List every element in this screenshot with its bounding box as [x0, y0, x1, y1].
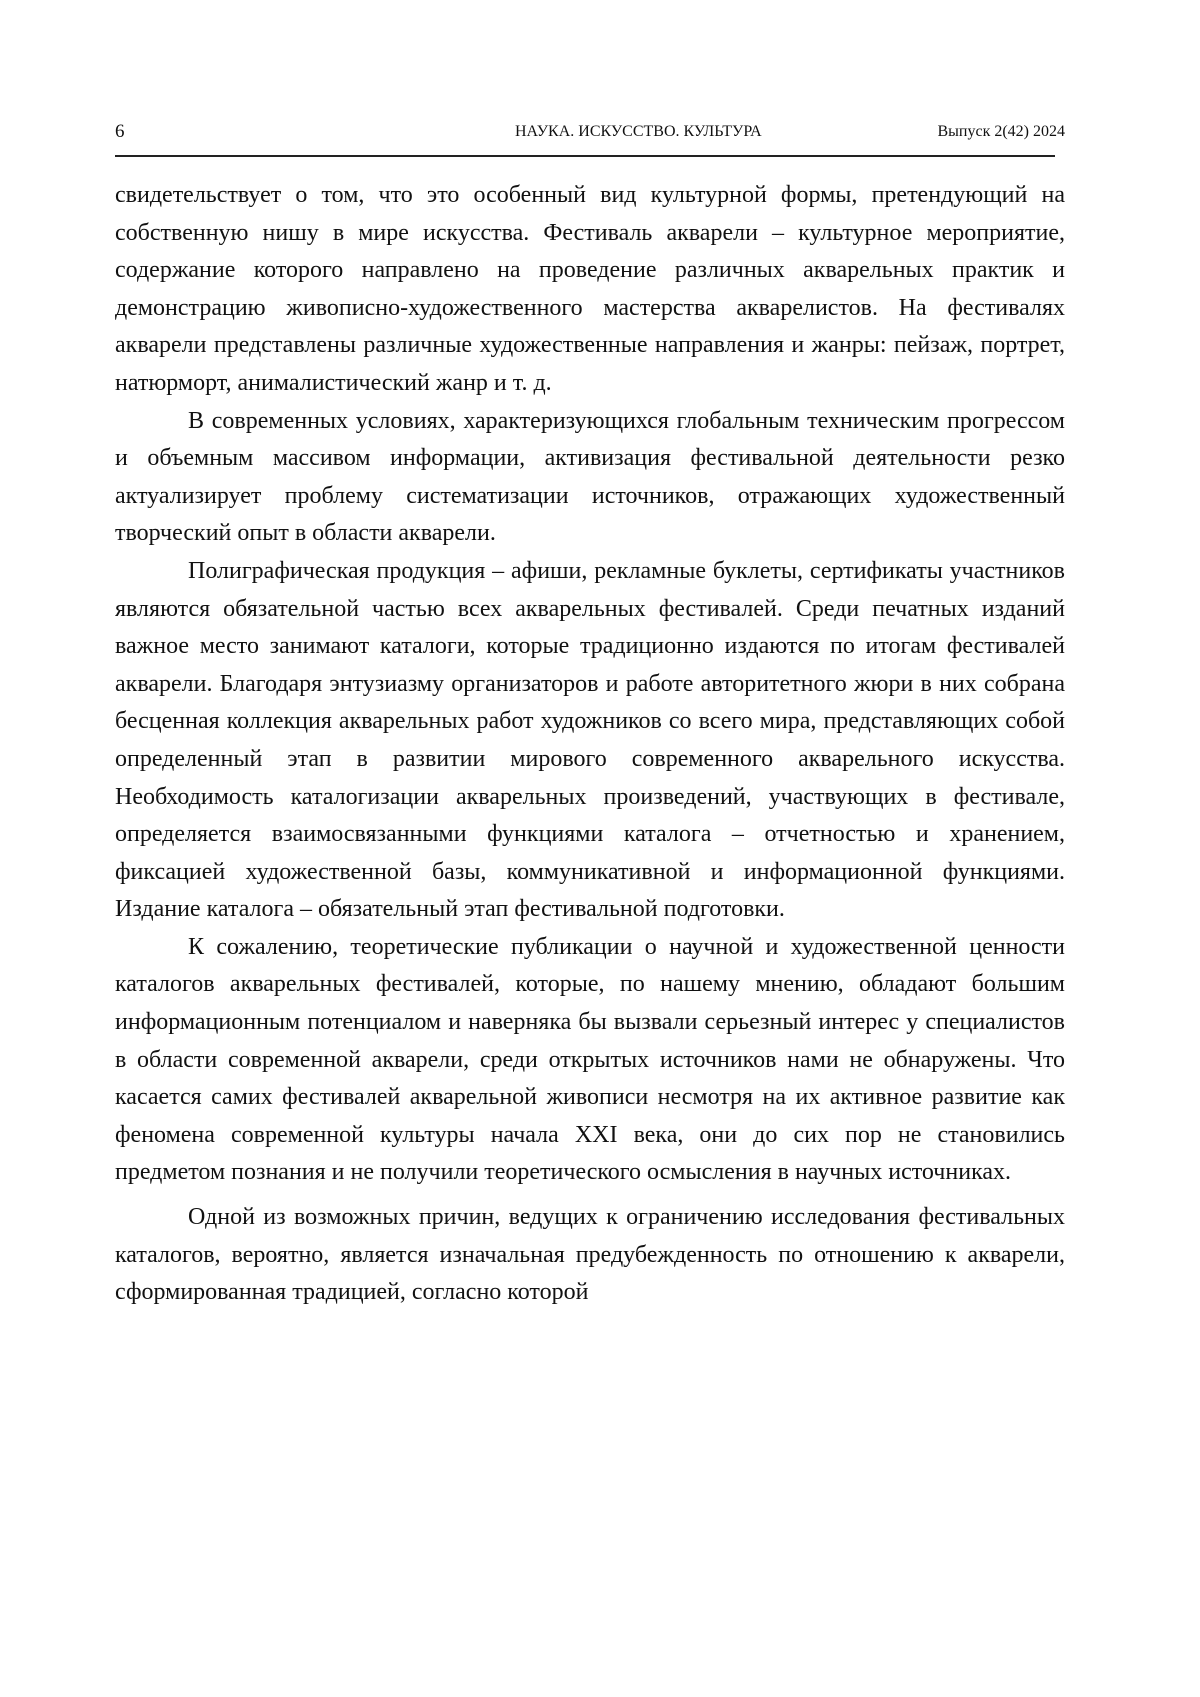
running-header [115, 119, 1065, 149]
paragraph-continuation: свидетельствует о том, что это особенный вид культурной формы, претендующий на собственную нишу в мире искусства. Фестиваль акварели – культурное мероприятие, содержание которого направлено на проведение различных акварельных практик и демонстрацию живописно-художественного мастерства акварелистов. На фестивалях акварели представлены различные художественные направления и жанры: пейзаж, портрет, натюрморт, анималистический жанр и т. д. [115, 182, 1065, 396]
paragraph: Одной из возможных причин, ведущих к ограничению исследования фестивальных каталогов, вероятно, является изначальная предубежденность по отношению к акварели, сформированная традицией, согласно которой [115, 1204, 1065, 1306]
article-body [115, 177, 1065, 1312]
paragraph: В современных условиях, характеризующихся глобальным техническим прогрессом и объемным массивом информации, активизация фестивальной деятельности резко актуализирует проблему систематизации источников, отражающих художественный творческий опыт в области акварели. [115, 407, 1065, 547]
paragraph: Полиграфическая продукция – афиши, рекламные буклеты, сертификаты участников являются обязательной частью всех акварельных фестивалей. Среди печатных изданий важное место занимают каталоги, которые традиционно издаются по итогам фестивалей акварели. Благодаря энтузиазму организаторов и работе авторитетного жюри в них собрана бесценная коллекция акварельных работ художников со всего мира, представляющих собой определенный этап в развитии мирового современного акварельного искусства. Необходимость каталогизации акварельных произведений, участвующих в фестивале, определяется взаимосвязанными функциями каталога – отчетностью и хранением, фиксацией художественной базы, коммуникативной и информационной функциями. Издание каталога – обязательный этап фестивальной подготовки. [115, 557, 1065, 923]
issue-label: Выпуск 2(42) 2024 [937, 123, 1065, 140]
header-divider [115, 155, 1055, 157]
journal-title: НАУКА. ИСКУССТВО. КУЛЬТУРА [515, 123, 762, 140]
page-number: 6 [115, 121, 125, 142]
paragraph: К сожалению, теоретические публикации о научной и художественной ценности каталогов акварельных фестивалей, которые, по нашему мнению, обладают большим информационным потенциалом и наверняка бы вызвали серьезный интерес у специалистов в области современной акварели, среди открытых источников нами не обнаружены. Что касается самих фестивалей акварельной живописи несмотря на их активное развитие как феномена современной культуры начала XXI века, они до сих пор не становились предметом познания и не получили теоретического осмысления в научных источниках. [115, 933, 1065, 1186]
